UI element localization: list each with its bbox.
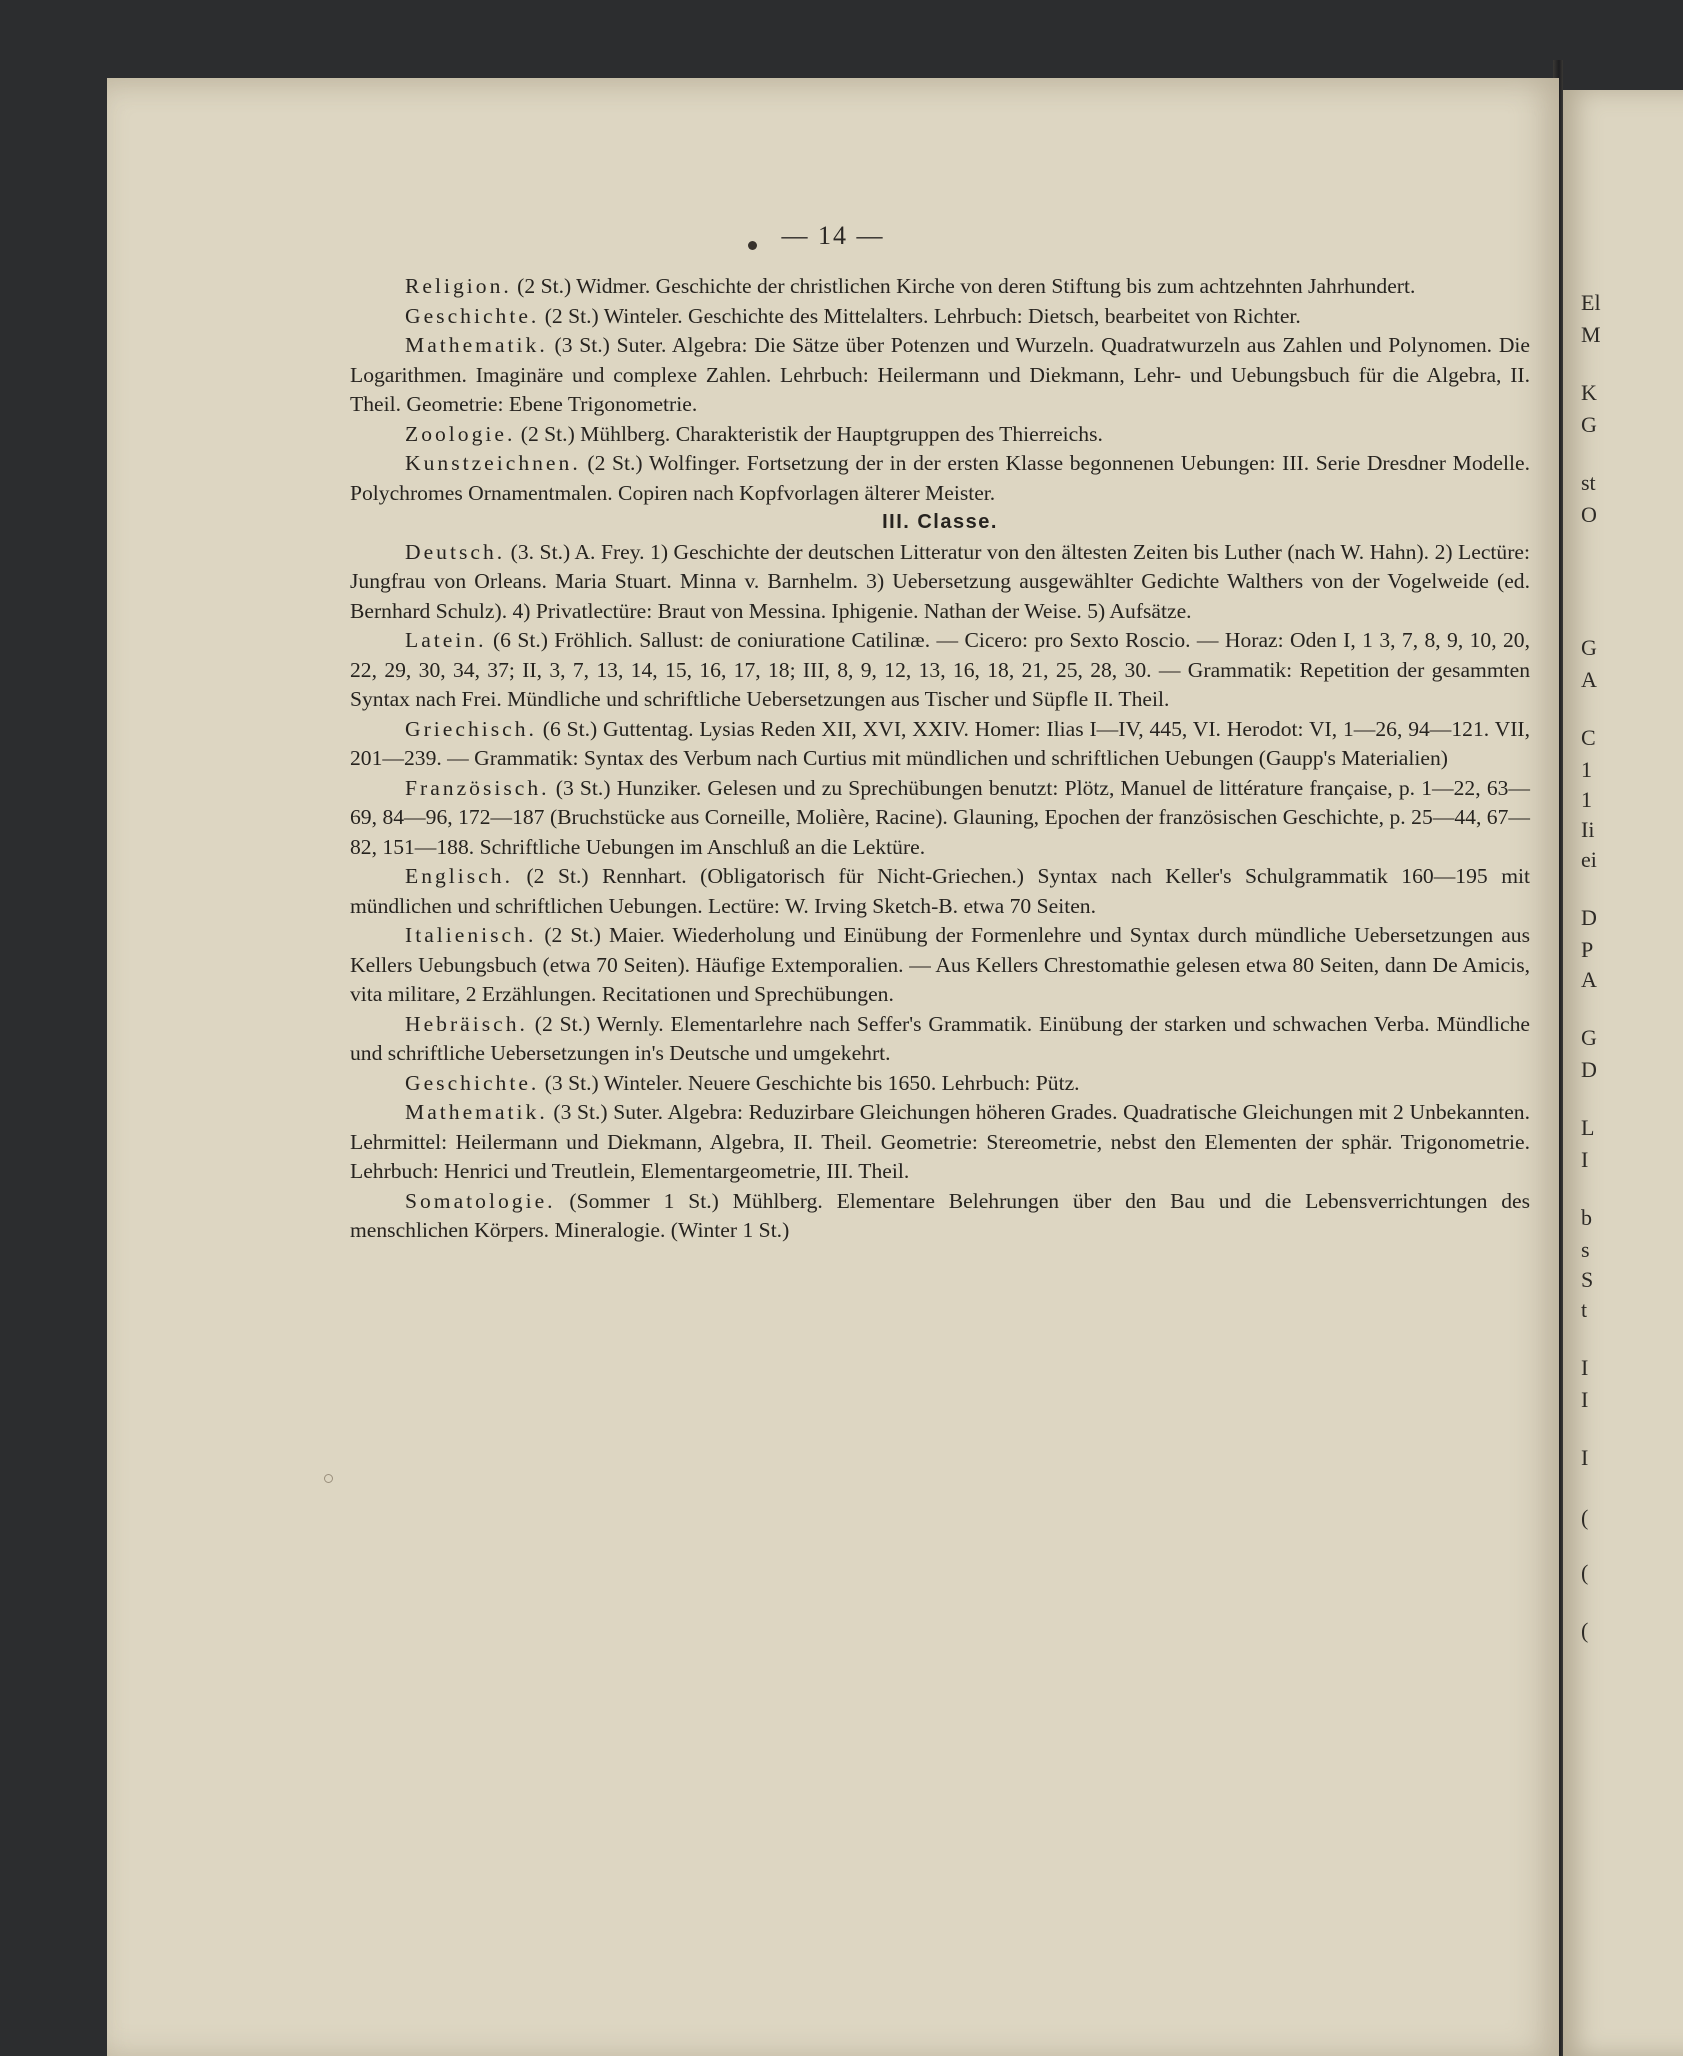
subject-label: Mathematik.	[405, 333, 548, 357]
subject-label: Französisch.	[405, 775, 550, 800]
next-page-fragment: G	[1581, 635, 1597, 660]
paragraph-text: (3 St.) Hunziker. Gelesen und zu Sprechübungen benutzt: Plötz, Manuel de littérature française, p. 1—22, 63—69, 84—96, 172—187 (Bruchstücke aus Corneille, Molière, Racine). Glauning, Epochen der französischen Geschichte, p. 25—44, 67—82, 151—188. Schriftliche Uebungen im Anschluß an die Lektüre.	[350, 775, 1530, 859]
next-page-fragment: st	[1581, 470, 1596, 495]
next-page-fragment: I	[1581, 1355, 1589, 1380]
paragraph	[350, 862, 1530, 921]
paragraph-text: (3 St.) Suter. Algebra: Reduzirbare Gleichungen höheren Grades. Quadratische Gleichungen mit 2 Unbekannten. Lehrmittel: Heilermann und Diekmann, Algebra, II. Theil. Geometrie: Stereometrie, nebst den Elementen der sphär. Trigonometrie. Lehrbuch: Henrici und Treutlein, Elementargeometrie, III. Theil.	[350, 1100, 1530, 1183]
paragraph-text: (2 St.) Widmer. Geschichte der christlichen Kirche von deren Stiftung bis zum achtzehnten Jahrhundert.	[511, 274, 1416, 298]
section-heading: III. Classe.	[882, 511, 998, 533]
subject-label: Deutsch.	[405, 539, 506, 564]
next-page-fragment: G	[1581, 1025, 1597, 1050]
next-page-fragment: El	[1581, 290, 1601, 315]
paragraph-text: (3. St.) A. Frey. 1) Geschichte der deutschen Litteratur von den ältesten Zeiten bis Luther (nach W. Hahn). 2) Lectüre: Jungfrau von Orleans. Maria Stuart. Minna v. Barnhelm. 3) Uebersetzung ausgewählter Gedichte Walthers von der Vogelweide (ed. Bernhard Schulz). 4) Privatlectüre: Braut von Messina. Iphigenie. Nathan der Weise. 5) Aufsätze.	[350, 539, 1530, 623]
adjacent-page-edge	[1563, 90, 1683, 2056]
next-page-fragment: (	[1581, 1618, 1589, 1643]
next-page-fragment: (	[1581, 1505, 1589, 1530]
paragraph	[350, 1010, 1530, 1069]
next-page-fragment: Ii	[1581, 817, 1595, 842]
paragraph	[350, 1187, 1530, 1246]
next-page-fragment: D	[1581, 1057, 1597, 1082]
subject-label: Italienisch.	[405, 923, 537, 947]
paragraph	[350, 921, 1530, 1010]
paragraph	[350, 272, 1530, 302]
paragraph-text: (2 St.) Wernly. Elementarlehre nach Seffer's Grammatik. Einübung der starken und schwachen Verba. Mündliche und schriftliche Uebersetzungen in's Deutsche und umgekehrt.	[350, 1011, 1530, 1065]
paragraph-text: (6 St.) Guttentag. Lysias Reden XII, XVI, XXIV. Homer: Ilias I—IV, 445, VI. Herodot: VI, 1—26, 94—121. VII, 201—239. — Grammatik: Syntax des Verbum nach Curtius mit mündlichen und schriftlichen Uebungen (Gaupp's Materialien)	[350, 716, 1530, 770]
next-page-fragment: ei	[1581, 847, 1597, 872]
paragraph-text: (2 St.) Mühlberg. Charakteristik der Hauptgruppen des Thierreichs.	[515, 421, 1103, 446]
next-page-fragment: C	[1581, 725, 1596, 750]
next-page-fragment: D	[1581, 905, 1597, 930]
subject-label: Zoologie.	[405, 421, 516, 446]
paragraph	[350, 715, 1530, 774]
subject-label: Geschichte.	[405, 303, 540, 328]
paragraph-text: (2 St.) Maier. Wiederholung und Einübung der Formenlehre und Syntax durch mündliche Uebersetzungen aus Kellers Uebungsbuch (etwa 70 Seiten). Häufige Extemporalien. — Aus Kellers Chrestomathie gelesen etwa 80 Seiten, dann De Amicis, vita militare, 2 Erzählungen. Recitationen und Sprechübungen.	[350, 923, 1530, 1006]
subject-label: Mathematik.	[405, 1100, 548, 1124]
next-page-fragment: G	[1581, 412, 1597, 437]
paragraph	[350, 1069, 1530, 1099]
next-page-fragment: t	[1581, 1297, 1588, 1322]
paragraph	[350, 331, 1530, 420]
paragraph-text: (2 St.) Rennhart. (Obligatorisch für Nicht-Griechen.) Syntax nach Keller's Schulgrammatik 160—195 mit mündlichen und schriftlichen Uebungen. Lectüre: W. Irving Sketch-B. etwa 70 Seiten.	[350, 864, 1530, 918]
next-page-fragment: M	[1581, 322, 1601, 347]
document-page	[107, 78, 1559, 2056]
margin-mark	[324, 1474, 333, 1483]
subject-label: Latein.	[405, 628, 487, 652]
paragraph-text: (Sommer 1 St.) Mühlberg. Elementare Belehrungen über den Bau und die Lebensverrichtungen des menschlichen Körpers. Mineralogie. (Winter 1 St.)	[350, 1188, 1530, 1242]
paragraph	[350, 774, 1530, 863]
next-page-fragment: A	[1581, 967, 1597, 992]
paragraph	[350, 538, 1530, 627]
next-page-fragment: 1	[1581, 787, 1592, 812]
paragraph	[350, 1098, 1530, 1187]
next-page-fragment: b	[1581, 1205, 1592, 1230]
subject-label: Kunstzeichnen.	[405, 451, 581, 475]
paragraph-text: (6 St.) Fröhlich. Sallust: de coniuratione Catilinæ. — Cicero: pro Sexto Roscio. — Horaz: Oden I, 1 3, 7, 8, 9, 10, 20, 22, 29, 30, 34, 37; II, 3, 7, 13, 14, 15, 16, 17, 18; III, 8, 9, 12, 13, 16, 18, 21, 25, 28, 30. — Grammatik: Repetition der gesammten Syntax nach Frei. Mündliche und schriftliche Uebersetzungen aus Tischer und Süpfle II. Theil.	[350, 628, 1530, 711]
next-page-fragment: L	[1581, 1115, 1595, 1140]
paragraph	[350, 420, 1530, 450]
page-body	[350, 272, 1530, 1246]
paragraph	[350, 449, 1530, 508]
subject-label: Somatologie.	[405, 1188, 556, 1213]
subject-label: Geschichte.	[405, 1070, 540, 1095]
subject-label: Englisch.	[405, 864, 513, 888]
next-page-fragment: 1	[1581, 757, 1592, 782]
next-page-fragment: I	[1581, 1387, 1589, 1412]
next-page-fragment: I	[1581, 1445, 1589, 1470]
next-page-fragment: s	[1581, 1237, 1590, 1262]
paragraph-text: (3 St.) Winteler. Neuere Geschichte bis 1650. Lehrbuch: Pütz.	[539, 1070, 1080, 1095]
paragraph	[350, 302, 1530, 332]
next-page-fragment: K	[1581, 380, 1597, 405]
paragraph-text: (2 St.) Wolfinger. Fortsetzung der in der ersten Klasse begonnenen Uebungen: III. Serie Dresdner Modelle. Polychromes Ornamentmalen. Copiren nach Kopfvorlagen älterer Meister.	[350, 451, 1530, 505]
next-page-fragment: I	[1581, 1147, 1589, 1172]
next-page-fragment: S	[1581, 1267, 1594, 1292]
next-page-fragment: A	[1581, 667, 1597, 692]
subject-label: Griechisch.	[405, 716, 537, 741]
next-page-fragment: P	[1581, 937, 1594, 962]
subject-label: Hebräisch.	[405, 1011, 528, 1036]
page-number: — 14 —	[781, 221, 885, 250]
paragraph	[350, 626, 1530, 715]
subject-label: Religion.	[405, 274, 512, 298]
next-page-fragment: (	[1581, 1560, 1589, 1585]
paragraph-text: (2 St.) Winteler. Geschichte des Mittelalters. Lehrbuch: Dietsch, bearbeitet von Richter.	[539, 303, 1301, 328]
paragraph-text: (3 St.) Suter. Algebra: Die Sätze über Potenzen und Wurzeln. Quadratwurzeln aus Zahlen und Polynomen. Die Logarithmen. Imaginäre und complexe Zahlen. Lehrbuch: Heilermann und Diekmann, Lehr- und Uebungsbuch für die Algebra, II. Theil. Geometrie: Ebene Trigonometrie.	[350, 333, 1530, 416]
next-page-fragment: O	[1581, 502, 1597, 527]
